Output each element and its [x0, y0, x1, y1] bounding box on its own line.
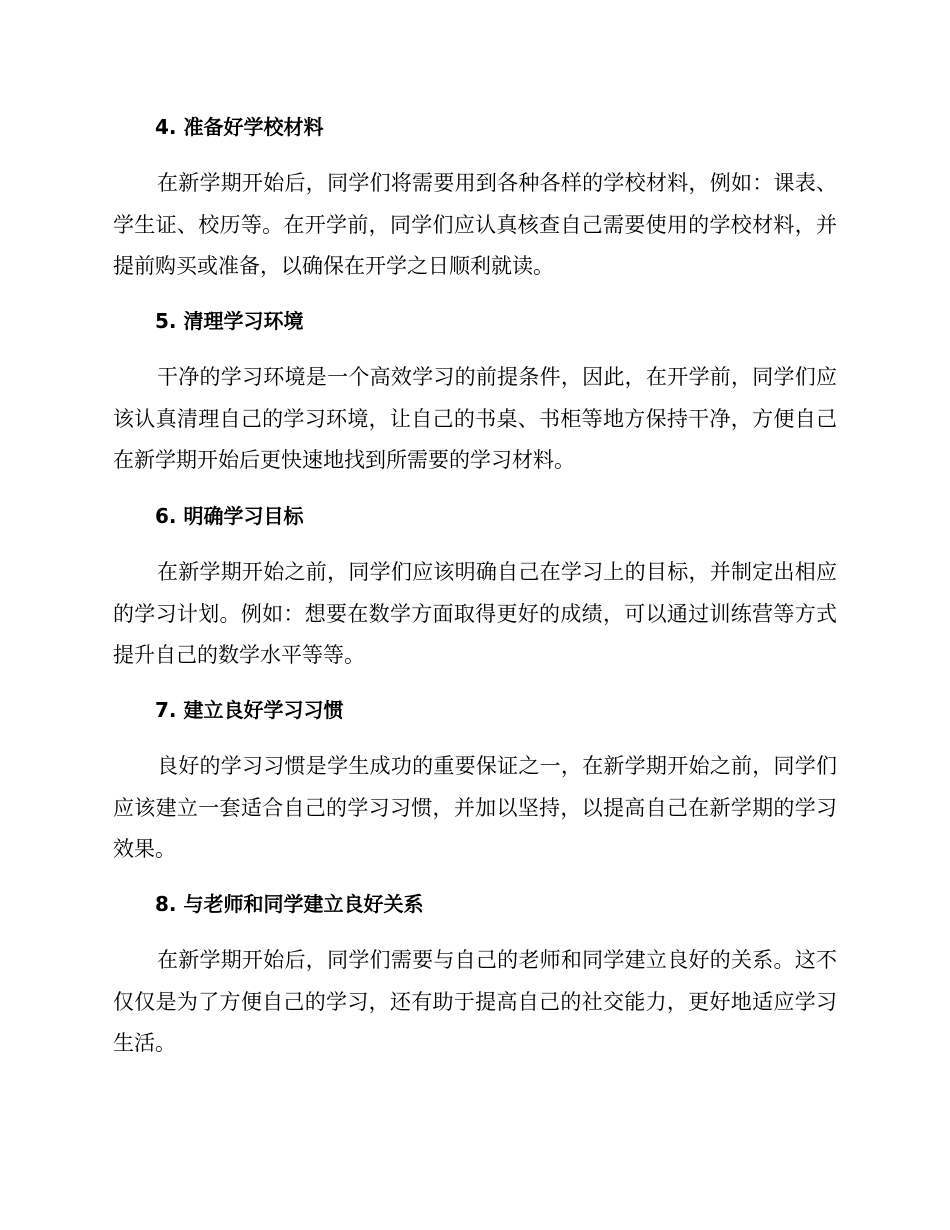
section-heading: 7. 建立良好学习习惯 [155, 698, 344, 722]
section-paragraph: 干净的学习环境是一个高效学习的前提条件，因此，在开学前，同学们应该认真清理自己的学习环境，让自己的书桌、书柜等地方保持干净，方便自己在新学期开始后更快速地找到所需要的学习材料。 [113, 365, 837, 472]
section-6 [113, 502, 837, 677]
section-7 [113, 696, 837, 871]
section-heading: 5. 清理学习环境 [155, 309, 304, 333]
section-heading: 4. 准备好学校材料 [155, 115, 324, 139]
section-heading: 8. 与老师和同学建立良好关系 [155, 892, 424, 916]
section-paragraph: 在新学期开始后，同学们需要与自己的老师和同学建立良好的关系。这不仅仅是为了方便自己的学习，还有助于提高自己的社交能力，更好地适应学习生活。 [113, 948, 837, 1055]
section-8 [113, 890, 837, 1065]
section-5 [113, 307, 837, 482]
section-paragraph: 良好的学习习惯是学生成功的重要保证之一，在新学期开始之前，同学们应该建立一套适合自己的学习习惯，并加以坚持，以提高自己在新学期的学习效果。 [113, 754, 837, 861]
section-paragraph: 在新学期开始后，同学们将需要用到各种各样的学校材料，例如：课表、学生证、校历等。在开学前，同学们应认真核查自己需要使用的学校材料，并提前购买或准备，以确保在开学之日顺利就读。 [113, 171, 837, 278]
section-4 [113, 113, 837, 288]
section-heading: 6. 明确学习目标 [155, 504, 304, 528]
section-paragraph: 在新学期开始之前，同学们应该明确自己在学习上的目标，并制定出相应的学习计划。例如：想要在数学方面取得更好的成绩，可以通过训练营等方式提升自己的数学水平等等。 [113, 560, 837, 667]
